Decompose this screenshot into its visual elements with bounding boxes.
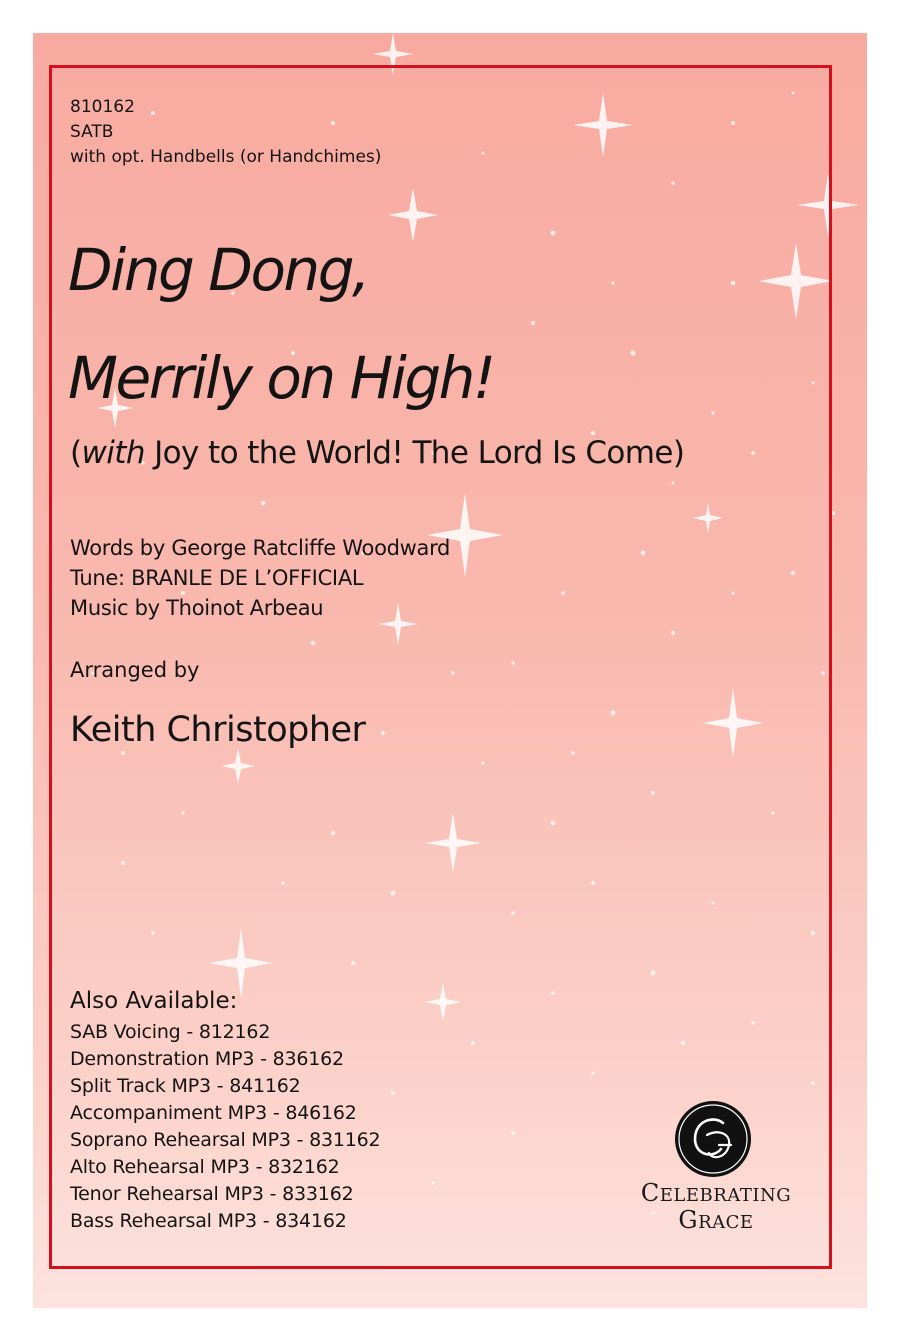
list-item: Tenor Rehearsal MP3 - 833162 — [70, 1183, 354, 1205]
publisher-line-1: CELEBRATING — [640, 1179, 792, 1207]
arranger-name: Keith Christopher — [70, 710, 366, 750]
publisher-line-2: GRACE — [678, 1206, 754, 1234]
celebrating-grace-emblem-icon — [673, 1099, 753, 1179]
also-available-heading: Also Available: — [70, 988, 238, 1014]
publisher-name — [631, 1181, 801, 1235]
page-title — [68, 216, 494, 432]
list-item: Bass Rehearsal MP3 - 834162 — [70, 1210, 347, 1232]
credit-words: Words by George Ratcliffe Woodward — [70, 536, 451, 560]
publisher-logo — [631, 1093, 801, 1233]
list-item: Split Track MP3 - 841162 — [70, 1075, 301, 1097]
subtitle-with: with — [81, 435, 145, 471]
list-item: Alto Rehearsal MP3 - 832162 — [70, 1156, 340, 1178]
cover-page — [33, 33, 867, 1308]
catalog-info — [70, 95, 381, 170]
title-line-2: Merrily on High! — [68, 344, 494, 412]
credit-music: Music by Thoinot Arbeau — [70, 596, 324, 620]
arranged-by-label: Arranged by — [70, 658, 200, 682]
credit-tune: Tune: BRANLE DE L’OFFICIAL — [70, 566, 364, 590]
instrumentation: with opt. Handbells (or Handchimes) — [70, 147, 382, 167]
title-line-1: Ding Dong, — [68, 236, 368, 304]
list-item: Demonstration MP3 - 836162 — [70, 1048, 344, 1070]
subtitle — [70, 431, 684, 475]
list-item: Accompaniment MP3 - 846162 — [70, 1102, 357, 1124]
credits — [70, 533, 450, 623]
list-item: Soprano Rehearsal MP3 - 831162 — [70, 1129, 381, 1151]
subtitle-open-paren: ( — [70, 435, 82, 471]
list-item: SAB Voicing - 812162 — [70, 1021, 271, 1043]
also-available-section — [70, 983, 380, 1235]
subtitle-rest: Joy to the World! The Lord Is Come) — [144, 435, 685, 471]
voicing: SATB — [70, 122, 114, 142]
also-available-list — [70, 1019, 380, 1235]
catalog-number: 810162 — [70, 97, 135, 117]
